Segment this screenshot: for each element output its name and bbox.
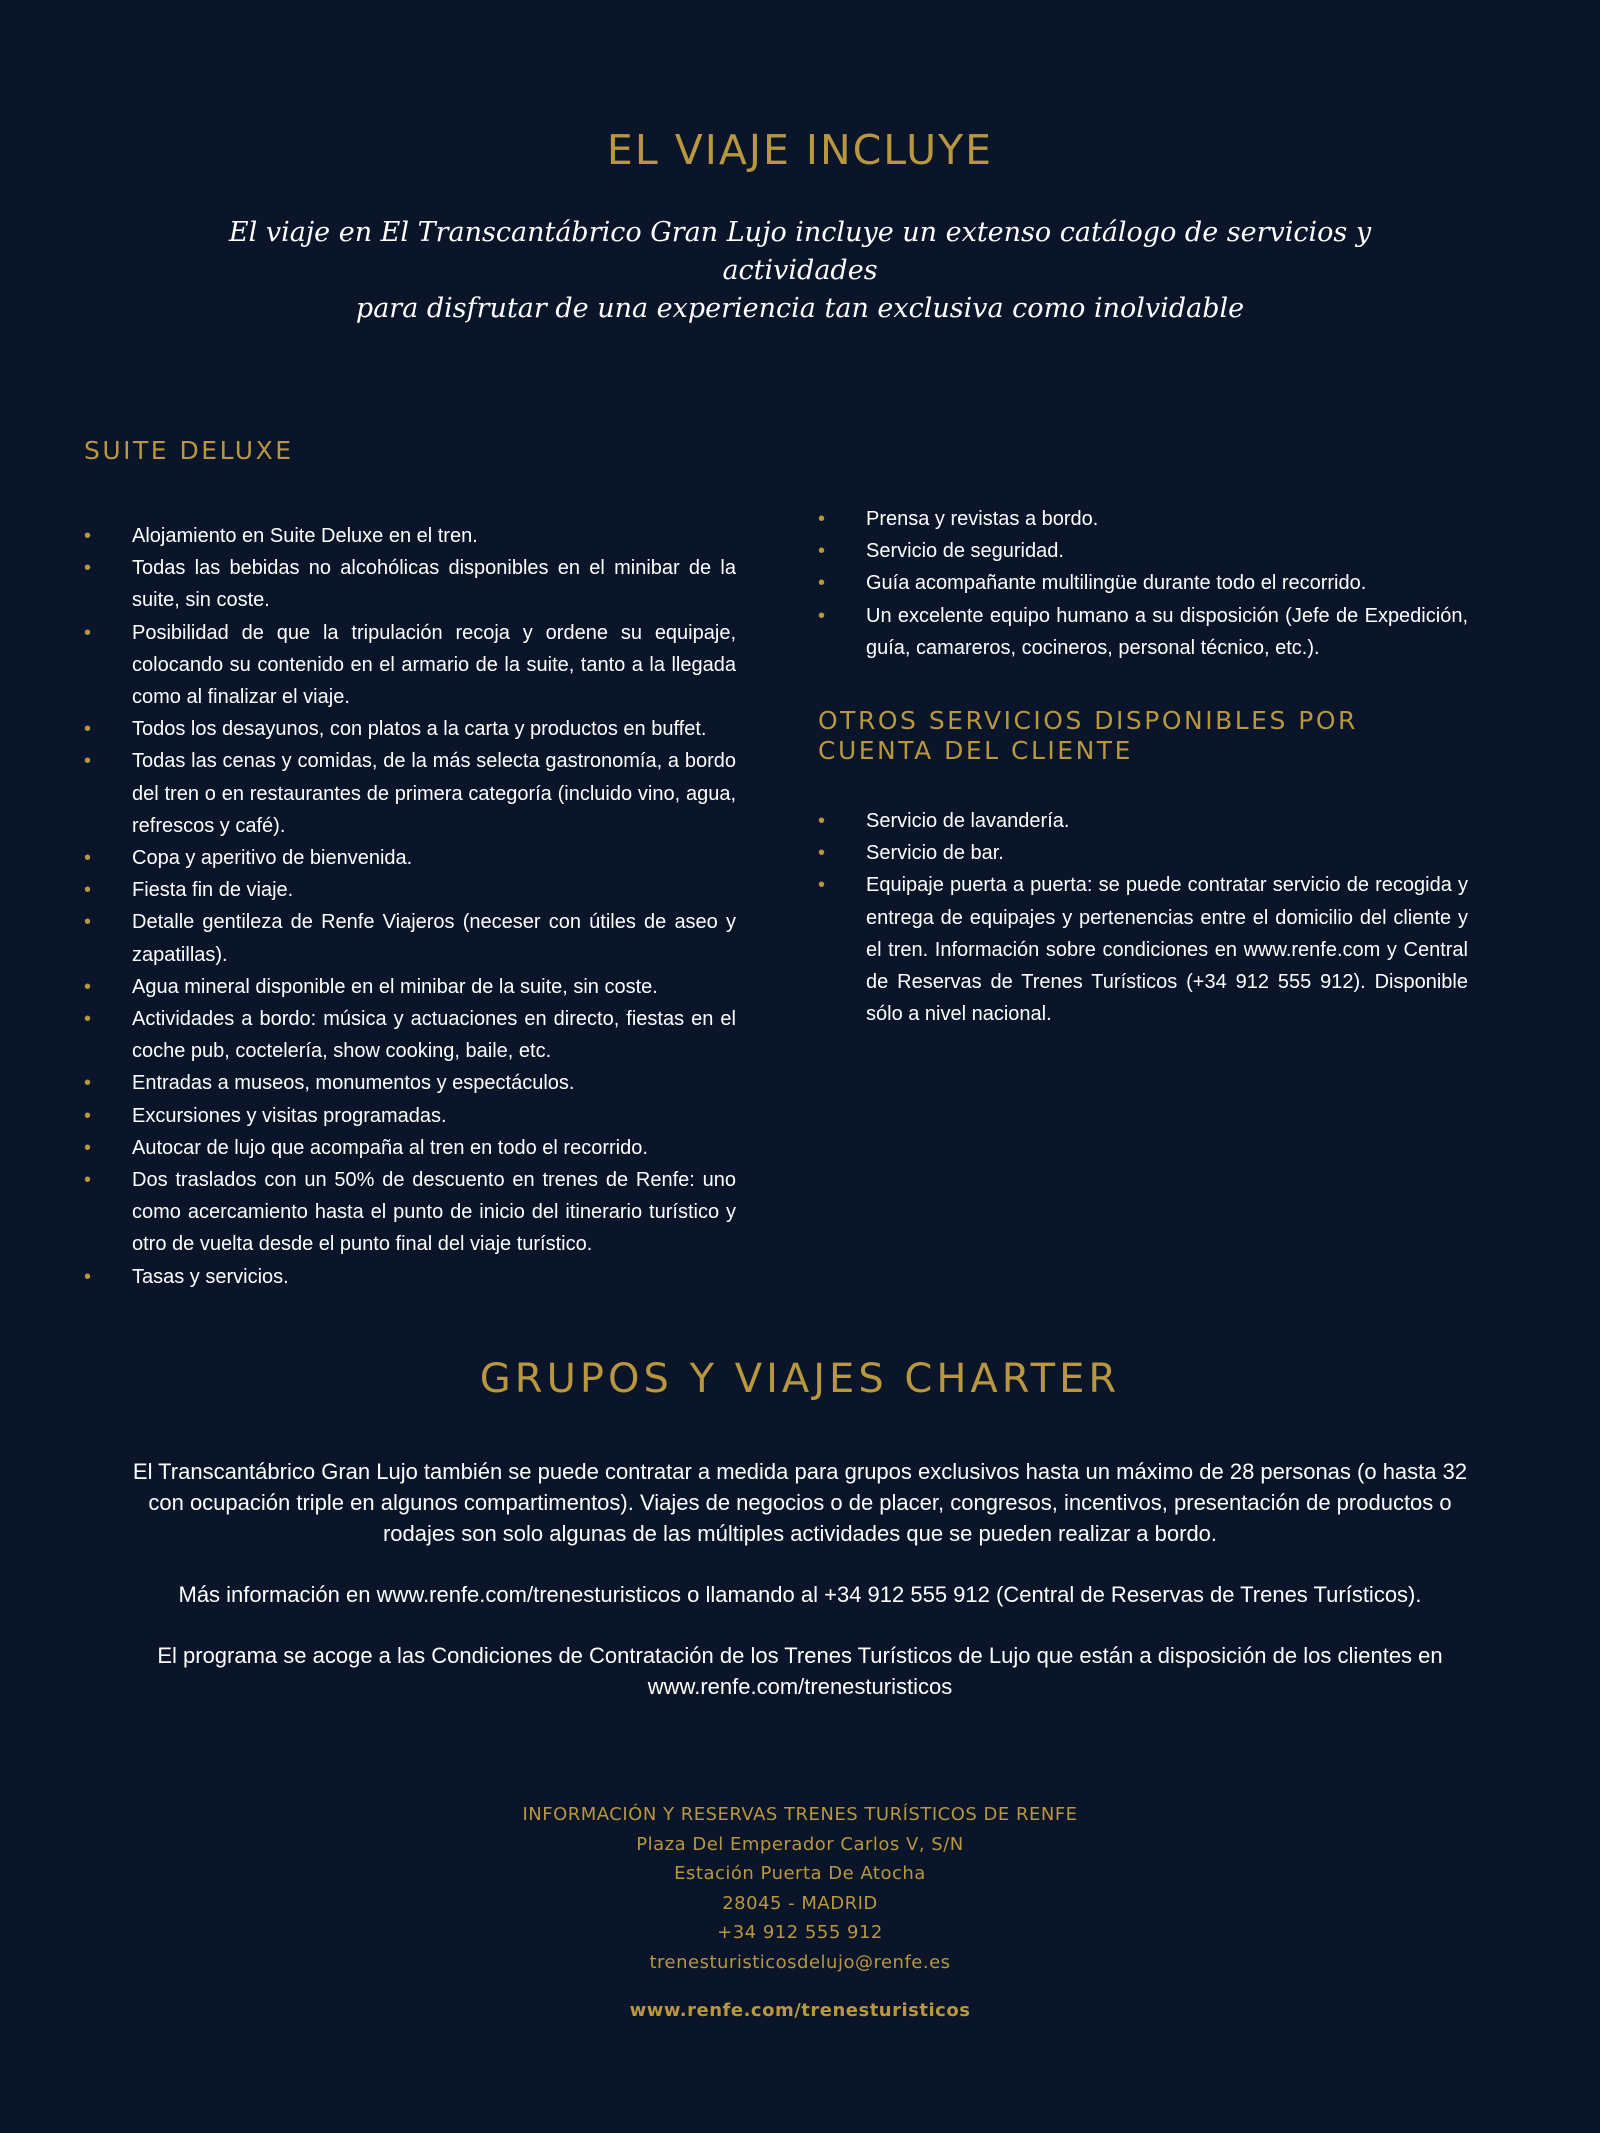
bullet-icon: • — [818, 842, 826, 865]
list-item — [84, 745, 736, 842]
contact-phone: +34 912 555 912 — [717, 1922, 883, 1944]
contact-website-link[interactable]: www.renfe.com/trenesturisticos — [629, 1999, 971, 2021]
list-item — [818, 535, 1468, 567]
list-item — [84, 1132, 736, 1164]
list-item — [818, 503, 1468, 535]
list-item — [818, 805, 1468, 837]
list-item — [84, 552, 736, 616]
contact-block — [0, 1800, 1600, 2025]
bullet-icon: • — [84, 1169, 92, 1192]
grupos-title: GRUPOS Y VIAJES CHARTER — [479, 1356, 1121, 1402]
bullet-icon: • — [84, 911, 92, 934]
bullet-icon: • — [818, 604, 826, 627]
page-title: EL VIAJE INCLUYE — [606, 126, 994, 174]
page-subtitle — [150, 214, 1450, 328]
list-item — [84, 1100, 736, 1132]
otros-servicios-title-line: OTROS SERVICIOS DISPONIBLES POR — [818, 706, 1358, 736]
list-item — [84, 1067, 736, 1099]
list-item-text: Posibilidad de que la tripulación recoja y ordene su equipaje, colocando su contenido en el armario de la suite, tanto a la llegada como al finalizar el viaje. — [132, 621, 736, 709]
list-item — [84, 617, 736, 714]
list-item-text: Todas las bebidas no alcohólicas disponibles en el minibar de la suite, sin coste. — [132, 557, 736, 612]
contact-heading: INFORMACIÓN Y RESERVAS TRENES TURÍSTICOS DE RENFE — [522, 1804, 1078, 1825]
grupos-paragraph: El programa se acoge a las Condiciones de Contratación de los Trenes Turísticos de Lujo que están a disposición de los clientes en www.renfe.com/trenesturisticos — [157, 1643, 1443, 1699]
list-item-text: Todas las cenas y comidas, de la más selecta gastronomía, a bordo del tren o en restaurantes de primera categoría (incluido vino, agua, refrescos y café). — [132, 750, 736, 837]
list-item — [84, 520, 736, 552]
list-item-text: Servicio de lavandería. — [866, 810, 1070, 833]
list-item-text: Detalle gentileza de Renfe Viajeros (neceser con útiles de aseo y zapatillas). — [132, 911, 736, 966]
grupos-paragraph: El Transcantábrico Gran Lujo también se puede contratar a medida para grupos exclusivos hasta un máximo de 28 personas (o hasta 32 con ocupación triple en algunos compartimentos). Viajes de negocios o de placer, congresos, incentivos, presentación de productos o rodajes son solo algunas de las múltiples actividades que se pueden realizar a bordo. — [132, 1459, 1468, 1546]
otros-servicios-title-line: CUENTA DEL CLIENTE — [818, 736, 1133, 766]
right-column — [818, 503, 1468, 1030]
list-item — [84, 713, 736, 745]
list-item — [84, 874, 736, 906]
list-item-text: Fiesta fin de viaje. — [132, 879, 294, 902]
list-item-text: Prensa y revistas a bordo. — [866, 508, 1099, 530]
list-item-text: Actividades a bordo: música y actuaciones en directo, fiestas en el coche pub, coctelería, show cooking, baile, etc. — [132, 1008, 736, 1063]
otros-servicios-title — [818, 706, 1468, 766]
bullet-icon: • — [818, 810, 826, 833]
list-item-text: Guía acompañante multilingüe durante todo el recorrido. — [866, 572, 1367, 595]
list-item-text: Copa y aperitivo de bienvenida. — [132, 847, 413, 870]
list-item — [818, 869, 1468, 1030]
list-item — [818, 600, 1468, 664]
list-item-text: Servicio de bar. — [866, 842, 1004, 865]
suite-deluxe-list — [84, 520, 736, 1293]
suite-deluxe-title: SUITE DELUXE — [84, 436, 294, 465]
bullet-icon: • — [84, 847, 92, 870]
bullet-icon: • — [84, 718, 92, 741]
list-item-text: Alojamiento en Suite Deluxe en el tren. — [132, 525, 478, 547]
contact-address: 28045 - MADRID — [722, 1892, 878, 1914]
list-item — [818, 567, 1468, 599]
suite-deluxe-list-continued — [818, 503, 1468, 664]
bullet-icon: • — [818, 874, 826, 897]
bullet-icon: • — [84, 1008, 92, 1031]
grupos-paragraph: Más información en www.renfe.com/trenesturisticos o llamando al +34 912 555 912 (Central de Reservas de Trenes Turísticos). — [178, 1582, 1422, 1607]
contact-address: Estación Puerta De Atocha — [674, 1863, 926, 1885]
grupos-body — [130, 1456, 1470, 1732]
bullet-icon: • — [84, 1265, 92, 1288]
list-item-text: Entradas a museos, monumentos y espectáculos. — [132, 1072, 575, 1095]
list-item-text: Autocar de lujo que acompaña al tren en todo el recorrido. — [132, 1136, 648, 1159]
list-item-text: Un excelente equipo humano a su disposición (Jefe de Expedición, guía, camareros, cocineros, personal técnico, etc.). — [866, 604, 1468, 659]
list-item — [84, 971, 736, 1003]
list-item-text: Equipaje puerta a puerta: se puede contratar servicio de recogida y entrega de equipajes y pertenencias entre el domicilio del cliente y el tren. Información sobre condiciones en www.renfe.com y Central de Reservas de Trenes Turísticos (+34 912 555 912). Disponible sólo a nivel nacional. — [866, 874, 1468, 1026]
subtitle-line: para disfrutar de una experiencia tan exclusiva como inolvidable — [355, 293, 1245, 324]
list-item-text: Excursiones y visitas programadas. — [132, 1104, 447, 1127]
list-item — [84, 1164, 736, 1261]
list-item — [84, 1003, 736, 1067]
bullet-icon: • — [84, 557, 92, 580]
contact-email[interactable]: trenesturisticosdelujo@renfe.es — [649, 1951, 951, 1973]
otros-servicios-list — [818, 805, 1468, 1030]
list-item — [818, 837, 1468, 869]
list-item-text: Todos los desayunos, con platos a la carta y productos en buffet. — [132, 718, 707, 741]
list-item — [84, 906, 736, 970]
bullet-icon: • — [84, 525, 92, 547]
bullet-icon: • — [84, 1104, 92, 1127]
bullet-icon: • — [818, 508, 826, 530]
suite-deluxe-column — [84, 436, 736, 1293]
subtitle-line: El viaje en El Transcantábrico Gran Lujo incluye un extenso catálogo de servicios y actividades — [228, 217, 1372, 286]
list-item — [84, 1261, 736, 1293]
bullet-icon: • — [84, 879, 92, 902]
contact-address: Plaza Del Emperador Carlos V, S/N — [636, 1833, 964, 1855]
bullet-icon: • — [84, 750, 92, 773]
bullet-icon: • — [84, 1136, 92, 1159]
list-item-text: Tasas y servicios. — [132, 1265, 289, 1288]
list-item — [84, 842, 736, 874]
bullet-icon: • — [818, 572, 826, 595]
bullet-icon: • — [84, 621, 92, 644]
bullet-icon: • — [818, 540, 826, 563]
bullet-icon: • — [84, 975, 92, 998]
list-item-text: Agua mineral disponible en el minibar de la suite, sin coste. — [132, 975, 658, 998]
list-item-text: Servicio de seguridad. — [866, 540, 1064, 563]
list-item-text: Dos traslados con un 50% de descuento en trenes de Renfe: uno como acercamiento hasta el punto de inicio del itinerario turístico y otro de vuelta desde el punto final del viaje turístico. — [132, 1169, 736, 1256]
bullet-icon: • — [84, 1072, 92, 1095]
